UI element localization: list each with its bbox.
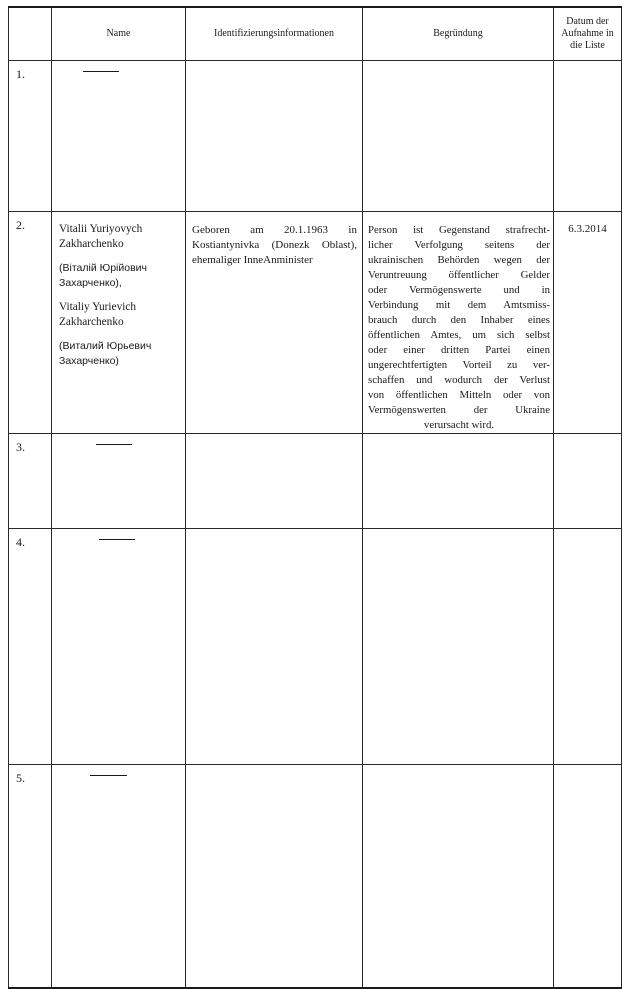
reason-cell xyxy=(363,433,554,528)
row-number: 3. xyxy=(9,433,52,528)
reason-line: oder Vermögenswerte und in xyxy=(368,283,550,296)
header-identification: Identifizierungsinformationen xyxy=(186,7,363,60)
name-cell-redacted xyxy=(52,433,186,528)
header-date xyxy=(554,7,622,60)
date-cell xyxy=(554,433,622,528)
reason-line: von öffentlichen Mitteln oder von xyxy=(368,388,550,401)
name-cell-redacted xyxy=(52,764,186,988)
table-row xyxy=(9,211,622,433)
table-row xyxy=(9,764,622,988)
name-latin-1: Vitalii Yuriyovych Zakharchenko xyxy=(59,222,143,250)
header-reason: Begründung xyxy=(363,7,554,60)
reason-line: Verbindung mit dem Amtsmiss- xyxy=(368,298,550,311)
reason-line: öffentlichen Amtes, um sich selbst xyxy=(368,328,550,341)
table-row xyxy=(9,60,622,211)
reason-cell xyxy=(363,60,554,211)
row-number: 4. xyxy=(9,528,52,764)
date-cell: 6.3.2014 xyxy=(554,211,622,433)
redaction-dash xyxy=(52,444,185,456)
name-cell-redacted xyxy=(52,60,186,211)
table-header-row xyxy=(9,7,622,60)
row-number: 1. xyxy=(9,60,52,211)
reason-line: Veruntreuung öffentlicher Gelder xyxy=(368,268,550,281)
reason-line: verursacht wird. xyxy=(423,418,495,431)
reason-cell xyxy=(363,764,554,988)
reason-cell xyxy=(363,528,554,764)
redaction-dash xyxy=(52,539,185,551)
header-date-label: Datum der Aufnahme in die Liste xyxy=(561,15,614,51)
name-russian: (Виталий Юрьевич Захарченко) xyxy=(59,339,152,367)
date-cell xyxy=(554,764,622,988)
reason-line: Person ist Gegenstand strafrecht- xyxy=(368,223,550,236)
row-number: 5. xyxy=(9,764,52,988)
reason-line: oder einer dritten Partei einen xyxy=(368,343,550,356)
reason-line: schaffen und wodurch der Verlust xyxy=(368,373,550,386)
table-row xyxy=(9,433,622,528)
name-latin-2: Vitaliy Yurievich Zakharchenko xyxy=(59,300,137,328)
table-row xyxy=(9,528,622,764)
identification-cell xyxy=(186,433,363,528)
identification-cell xyxy=(186,764,363,988)
reason-line: brauch durch den Inhaber eines xyxy=(368,313,550,326)
reason-cell xyxy=(363,211,554,433)
identification-cell: Geboren am 20.1.1963 in Kostiantynivka (Donezk Oblast), ehemaliger InneAnminister xyxy=(186,211,363,433)
listing-page xyxy=(8,6,621,989)
sanctions-table xyxy=(8,6,622,989)
redaction-dash xyxy=(52,71,185,83)
header-name: Name xyxy=(52,7,186,60)
date-cell xyxy=(554,528,622,764)
reason-line: Vermögenswerten der Ukraine xyxy=(368,403,550,416)
redaction-dash xyxy=(52,775,185,787)
reason-line: licher Verfolgung seitens der xyxy=(368,238,550,251)
row-number: 2. xyxy=(9,211,52,433)
name-cell-redacted xyxy=(52,528,186,764)
header-number xyxy=(9,7,52,60)
date-cell xyxy=(554,60,622,211)
identification-cell xyxy=(186,60,363,211)
name-ukrainian: (Віталій Юрійович Захарченко), xyxy=(59,261,148,289)
identification-cell xyxy=(186,528,363,764)
name-cell xyxy=(52,211,186,433)
reason-line: ukrainischen Behörden wegen der xyxy=(368,253,550,266)
reason-line: ungerechtfertigten Vorteil zu ver- xyxy=(368,358,550,371)
